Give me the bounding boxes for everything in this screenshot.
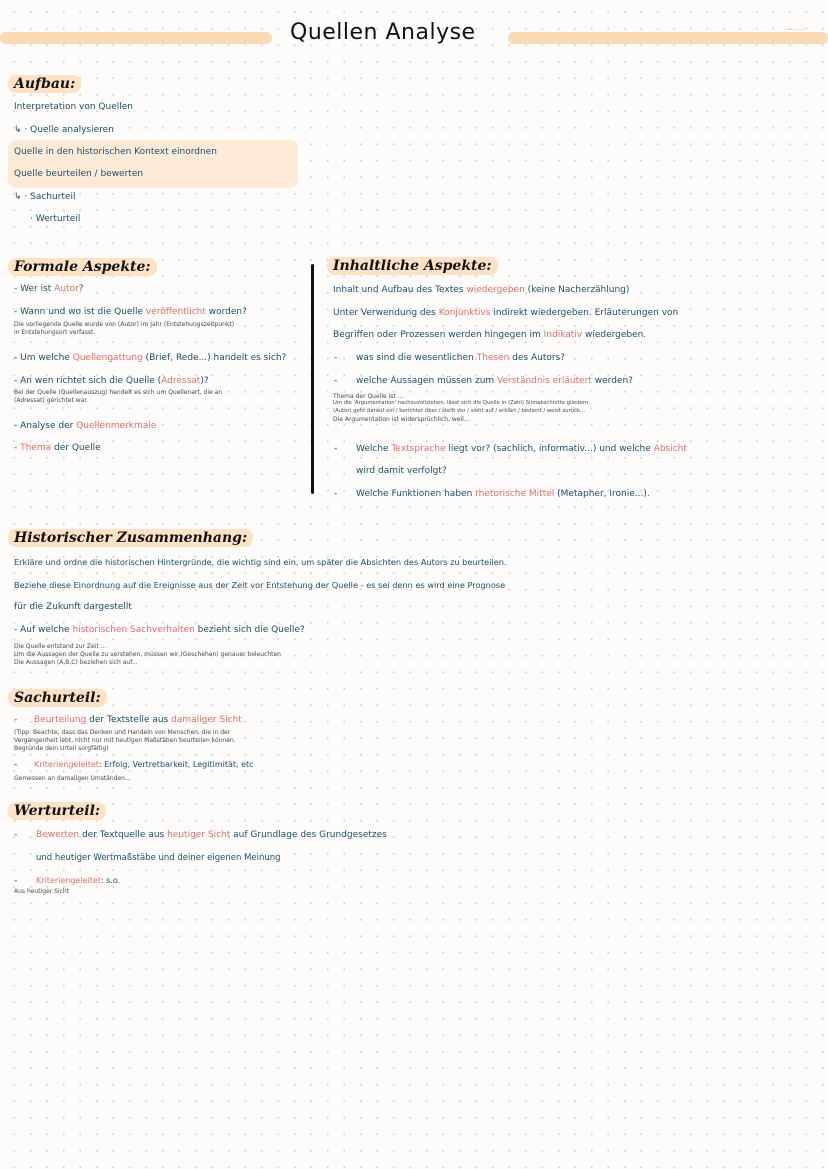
inhalt-p1 [333,284,629,296]
inhalt-b3-mid: liegt vor? (sachlich, informativ...) und welche [445,444,654,454]
inhalt-note-d: Die Argumentation ist widersprüchlich, weil... [333,416,470,423]
column-divider [311,264,314,494]
formal-merkmale-red: Quellenmerkmale [76,421,157,431]
inhalt-b4-pre: Welche Funktionen haben [356,489,476,499]
inhalt-b1-pre: was sind die wesentlichen [356,353,477,363]
inhalt-b1-red: Thesen [476,353,510,363]
wert-b1-post: auf Grundlage des Grundgesetzes [230,830,387,840]
sach-note-a: (Tipp: Beachte, dass das Denken und Handeln von Menschen, die in der [14,729,231,736]
wert-b1-red: Bewerten [36,830,80,840]
formal-adressat-post: )? [200,376,209,386]
formal-autor-pre: - Wer ist [14,284,55,294]
historisch-q-post: bezieht sich die Quelle? [194,625,305,635]
inhalt-note-c: (Autor) geht darauf ein / berichtet über / stellt vor / sieht auf / erklärt / bedient / weist zurück... [333,408,586,414]
inhalt-b2-red: Verständnis erläutert [497,376,592,386]
formal-wann-pre: - Wann und wo ist die Quelle [14,307,146,317]
wert-b2-post: : s.o. [100,876,121,885]
inhalt-b3-line2: wird damit verfolgt? [356,466,447,476]
inhalt-b2-post: werden? [591,376,633,386]
inhalt-p2-red: Konjunktivs [438,308,491,318]
formal-adressat [14,375,209,387]
aufbau-line-3: Quelle in den historischen Kontext einordnen [14,147,217,157]
inhalt-p1-post: (keine Nacherzählung) [524,285,630,295]
formal-thema-pre: - [14,443,21,453]
formal-autor-red: Autor [54,284,79,294]
formal-note-2b: (Adressat) gerichtet war. [14,397,89,404]
aufbau-line-4: Quelle beurteilen / bewerten [14,169,144,179]
inhalt-p2-post: indirekt wiedergeben. Erläuterungen von [490,308,679,318]
inhalt-note-a: Thema der Quelle ist ... [333,393,404,400]
formal-gattung-pre: - Um welche [14,353,73,363]
formal-adressat-red: Adressat [161,376,201,386]
formal-gattung-post: (Brief, Rede...) handelt es sich? [142,353,287,363]
inhalt-b1-dash: - [334,353,338,363]
title-band-left [0,32,272,44]
wert-b2-dash: - [14,876,18,886]
formal-autor-post: ? [78,284,84,294]
formal-thema [14,442,101,454]
inhalt-p1-red: wiedergeben [466,285,525,295]
aufbau-heading: Aufbau: [8,75,81,93]
sach-b2-dash: - [14,760,18,770]
inhalt-b4-red: rhetorische Mittel [475,489,555,499]
formal-gattung [14,352,286,364]
sach-b1-mid: der Textstelle aus [86,715,172,725]
sach-b1 [34,714,242,726]
inhalt-p3 [333,329,646,341]
wert-b2-red: Kriteriengeleitet [36,876,101,885]
sach-note-c: Begründe dein Urteil sorgfältig) [14,745,109,752]
formal-wann-red: veröffentlicht [145,307,206,317]
sach-b2-post: : Erfolg, Vertretbarkeit, Legitimität, etc [98,760,254,769]
inhalt-b3-red2: Absicht [653,444,687,454]
historisch-note-c: Die Aussagen (A,B,C) beziehen sich auf... [14,659,138,666]
inhalt-b3 [356,443,687,455]
werturteil-heading: Werturteil: [8,802,106,820]
sach-note-b: Vergangenheit lebt, nicht nur mit heutigen Maßstäben beurteilen können. [14,737,236,744]
inhalt-b2-dash: - [334,376,338,386]
wert-b1-mid: der Textquelle aus [79,830,168,840]
historisch-p3: für die Zukunft dargestellt [14,602,132,612]
page-title: Quellen Analyse [290,20,476,45]
sach-b1-dash: - [14,715,18,725]
formal-merkmale-pre: - Analyse der [14,421,77,431]
historisch-heading: Historischer Zusammenhang: [8,529,253,547]
formal-autor [14,283,84,295]
formal-wann-post: worden? [205,307,247,317]
historisch-p1: Erkläre und ordne die historischen Hintergründe, die wichtig sind ein, um später die Absichten des Autors zu beurteilen. [14,557,507,567]
sach-b2-red: Kriteriengeleitet [34,760,99,769]
wert-b1 [36,829,387,841]
aufbau-line-5: ↳ · Sachurteil [14,192,76,202]
formal-note-2a: Bei der Quelle (Quellenauszug) handelt es sich um Quellenart, die an [14,389,223,396]
sach-note-d: Gemessen an damaligen Umständen... [14,775,131,782]
formal-thema-red: Thema [20,443,52,453]
aufbau-line-1: Interpretation von Quellen [14,102,133,112]
wert-b2 [36,875,120,887]
historisch-note-a: Die Quelle entstand zur Zeit ... [14,643,107,650]
sachurteil-heading: Sachurteil: [8,689,107,707]
formal-wann [14,306,247,318]
inhalt-b3-red: Textsprache [391,444,446,454]
inhalt-p3-post: wiedergeben. [582,330,647,340]
inhalt-b4-dash: - [334,489,338,499]
formal-adressat-pre: - An wen richtet sich die Quelle ( [14,376,162,386]
formal-note-1a: Die vorliegende Quelle wurde von (Autor) im Jahr (Entstehungszeitpunkt) [14,321,235,328]
inhalt-note-b: Um die 'Argumentation' nachzuvollziehen, lässt sich die Quelle in (Zahl) Sinnabschnitte gliedern. [333,400,591,406]
inhalt-b1-post: des Autors? [509,353,566,363]
inhalt-heading: Inhaltliche Aspekte: [327,257,498,275]
formal-note-1b: in Entstehungsort verfasst. [14,329,96,336]
inhalt-p3-red: Indikativ [543,330,583,340]
inhalt-b3-pre: Welche [356,444,392,454]
inhalt-b4-post: (Metapher, Ironie...). [554,489,650,499]
inhalt-p1-pre: Inhalt und Aufbau des Textes [333,285,467,295]
inhalt-p3-pre: Begriffen oder Prozessen werden hingegen im [333,330,544,340]
historisch-note-b: Um die Aussagen der Quelle zu verstehen, müssen wir (Geschehen) genauer beleuchten [14,651,281,658]
inhalt-b1 [356,352,565,364]
title-band-right [508,32,828,44]
wert-b1-line2: und heutiger Wertmaßstäbe und deiner eigenen Meinung [36,853,281,863]
formal-heading: Formale Aspekte: [8,258,157,276]
inhalt-b2-pre: welche Aussagen müssen zum [356,376,498,386]
inhalt-b3-dash: - [334,444,338,454]
sach-b1-red: Beurteilung [34,715,87,725]
aufbau-line-6: · Werturteil [30,214,81,224]
inhalt-p2 [333,307,678,319]
historisch-p2: Beziehe diese Einordnung auf die Ereignisse aus der Zeit vor Entstehung der Quelle - es sei denn es wird eine Prognose [14,580,506,590]
formal-merkmale [14,420,156,432]
historisch-q-red: historischen Sachverhalten [72,625,195,635]
historisch-question [14,624,305,636]
corner-note: —— —— [783,27,805,33]
sach-b1-red2: damaliger Sicht [171,715,242,725]
wert-note-a: Aus heutiger Sicht [14,888,70,895]
wert-b1-dash: - [14,830,18,840]
historisch-q-pre: - Auf welche [14,625,73,635]
formal-thema-post: der Quelle [51,443,101,453]
inhalt-b4 [356,488,650,500]
inhalt-p2-pre: Unter Verwendung des [333,308,439,318]
sach-b2 [34,759,254,771]
wert-b1-red2: heutiger Sicht [167,830,231,840]
formal-gattung-red: Quellengattung [72,353,143,363]
aufbau-line-2: ↳ · Quelle analysieren [14,125,114,135]
inhalt-b2 [356,375,633,387]
